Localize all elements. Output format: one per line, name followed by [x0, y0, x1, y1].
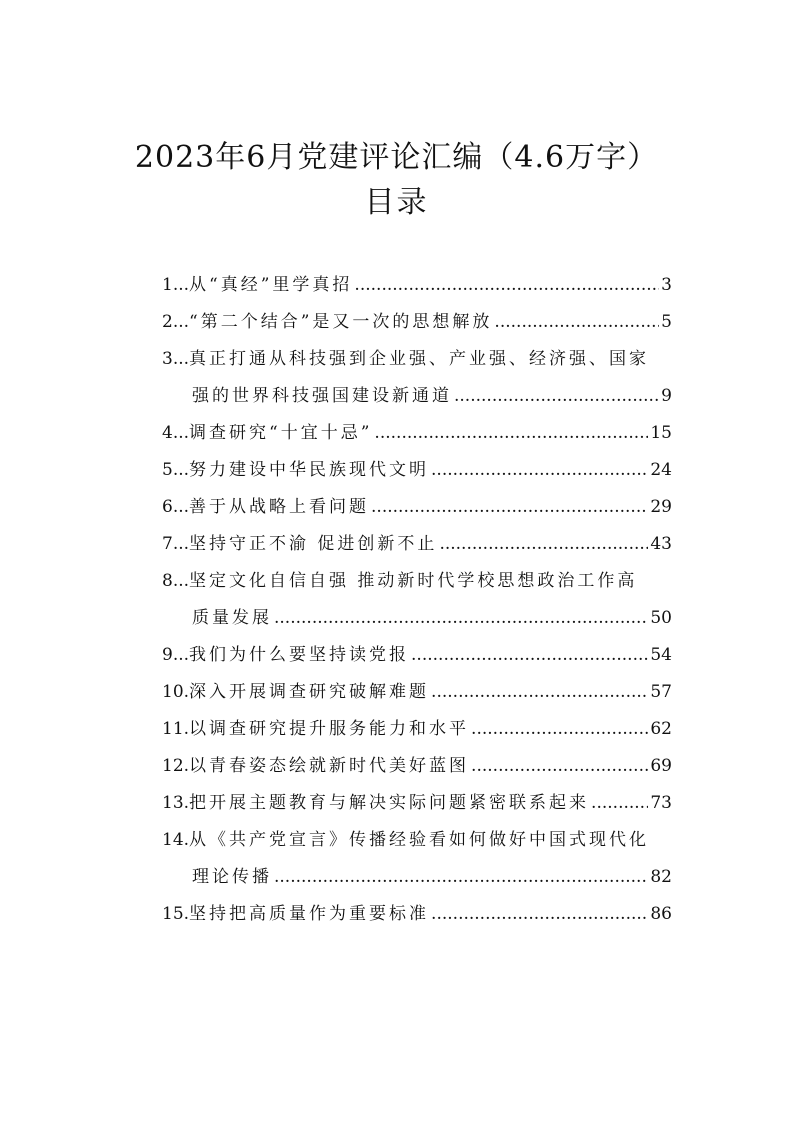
toc-leader-dots	[431, 682, 648, 702]
toc-leader-dots	[591, 793, 648, 813]
toc-entry-page: 57	[650, 682, 672, 702]
toc-entry-page: 43	[650, 534, 672, 554]
toc-entry-number: 11.	[162, 719, 190, 739]
toc-entry-title: 坚持守正不渝 促进创新不止	[189, 534, 438, 554]
toc-entry-number: 13.	[162, 793, 190, 813]
toc-leader-dots	[274, 867, 648, 887]
toc-entry-title: 调查研究“十宜十忌”	[189, 423, 373, 443]
toc-entry-number: 12.	[162, 756, 190, 776]
toc-entry-title: 真正打通从科技强到企业强、产业强、经济强、国家	[189, 349, 650, 369]
toc-leader-dots	[374, 423, 648, 443]
toc-leader-dots	[471, 756, 648, 776]
toc-entry[interactable]	[162, 307, 672, 344]
toc-leader-dots	[411, 645, 648, 665]
toc-entry-number: 2...	[162, 312, 190, 332]
toc-entry[interactable]	[162, 714, 672, 751]
toc-entry[interactable]	[162, 344, 672, 381]
toc-entry-number: 9...	[162, 645, 190, 665]
toc-entry-number: 3...	[162, 349, 190, 369]
toc-entry-title: 坚定文化自信自强 推动新时代学校思想政治工作高	[189, 571, 638, 591]
toc-entry-number: 1...	[162, 275, 190, 295]
table-of-contents	[162, 270, 672, 936]
toc-entry-title: 深入开展调查研究破解难题	[189, 682, 430, 702]
toc-entry-page: 50	[650, 608, 672, 628]
toc-entry[interactable]	[162, 788, 672, 825]
toc-entry-title-cont: 质量发展	[192, 608, 272, 628]
toc-entry-title: 从“真经”里学真招	[189, 275, 353, 295]
toc-entry[interactable]	[162, 566, 672, 603]
toc-entry-number: 15.	[162, 904, 190, 924]
toc-entry[interactable]	[162, 899, 672, 936]
toc-entry[interactable]	[162, 825, 672, 862]
toc-entry-title: 善于从战略上看问题	[189, 497, 370, 517]
toc-entry-title-cont: 理论传播	[192, 867, 272, 887]
toc-entry-page: 86	[650, 904, 672, 924]
toc-entry-number: 14.	[162, 830, 190, 850]
toc-entry-page: 5	[661, 312, 672, 332]
toc-entry-title: 坚持把高质量作为重要标准	[189, 904, 430, 924]
toc-leader-dots	[439, 534, 648, 554]
toc-entry-title: 我们为什么要坚持读党报	[189, 645, 410, 665]
toc-entry[interactable]	[162, 455, 672, 492]
toc-leader-dots	[371, 497, 648, 517]
toc-entry-page: 82	[650, 867, 672, 887]
toc-leader-dots	[454, 386, 659, 406]
toc-entry-number: 10.	[162, 682, 190, 702]
toc-entry-continuation[interactable]	[162, 862, 672, 899]
toc-entry-page: 69	[650, 756, 672, 776]
toc-entry-page: 24	[650, 460, 672, 480]
toc-entry-number: 8...	[162, 571, 190, 591]
toc-entry-title: 把开展主题教育与解决实际问题紧密联系起来	[189, 793, 590, 813]
toc-entry-page: 73	[650, 793, 672, 813]
toc-leader-dots	[431, 460, 648, 480]
toc-entry[interactable]	[162, 751, 672, 788]
toc-entry-number: 4...	[162, 423, 190, 443]
toc-leader-dots	[471, 719, 648, 739]
toc-entry[interactable]	[162, 492, 672, 529]
toc-entry-number: 5...	[162, 460, 190, 480]
toc-entry[interactable]	[162, 418, 672, 455]
toc-entry-title-cont: 强的世界科技强国建设新通道	[192, 386, 452, 406]
toc-entry-continuation[interactable]	[162, 381, 672, 418]
toc-entry-title: 努力建设中华民族现代文明	[189, 460, 430, 480]
toc-entry[interactable]	[162, 529, 672, 566]
toc-heading: 目录	[364, 185, 429, 220]
toc-leader-dots	[494, 312, 659, 332]
toc-entry-number: 7...	[162, 534, 190, 554]
toc-entry-page: 15	[650, 423, 672, 443]
document-title: 2023年6月党建评论汇编（4.6万字）	[134, 140, 659, 175]
toc-entry-title: 以调查研究提升服务能力和水平	[189, 719, 470, 739]
toc-entry[interactable]	[162, 640, 672, 677]
toc-entry-title: 从《共产党宣言》传播经验看如何做好中国式现代化	[189, 830, 650, 850]
toc-leader-dots	[431, 904, 648, 924]
toc-entry-title: 以青春姿态绘就新时代美好蓝图	[189, 756, 470, 776]
toc-entry-title: “第二个结合”是又一次的思想解放	[189, 312, 493, 332]
toc-entry-continuation[interactable]	[162, 603, 672, 640]
toc-leader-dots	[274, 608, 648, 628]
toc-entry[interactable]	[162, 270, 672, 307]
toc-entry-page: 9	[661, 386, 672, 406]
toc-entry[interactable]	[162, 677, 672, 714]
toc-leader-dots	[354, 275, 659, 295]
toc-entry-page: 62	[650, 719, 672, 739]
toc-entry-page: 54	[650, 645, 672, 665]
toc-entry-page: 3	[661, 275, 672, 295]
toc-entry-page: 29	[650, 497, 672, 517]
toc-entry-number: 6...	[162, 497, 190, 517]
